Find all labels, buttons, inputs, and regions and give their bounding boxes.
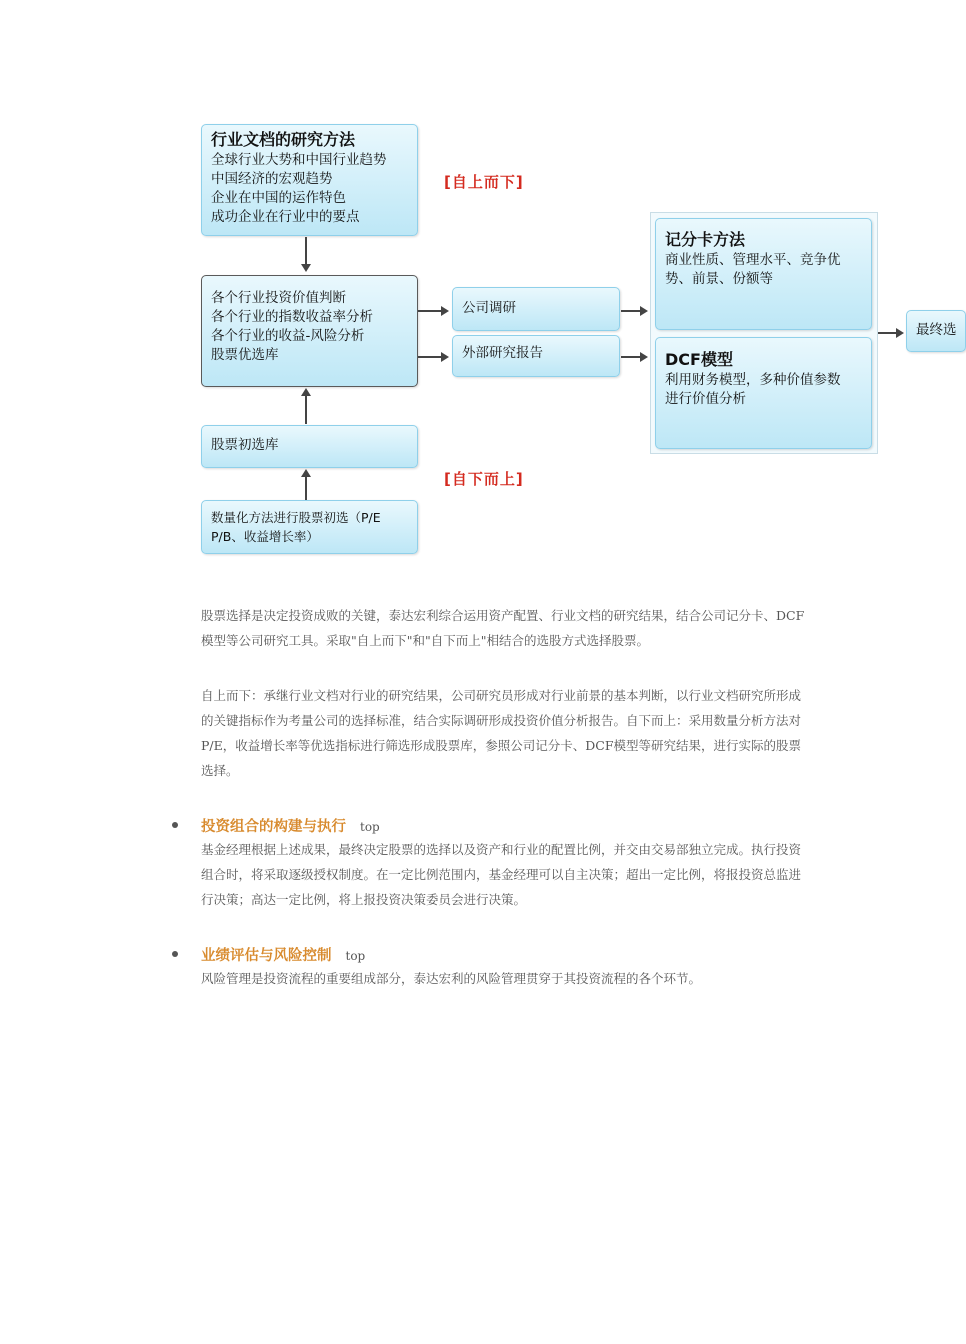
quant-line: P/B、收益增长率） xyxy=(211,529,319,544)
arrow-right-icon xyxy=(441,352,449,362)
intro-paragraph: 股票选择是决定投资成败的关键，泰达宏利综合运用资产配置、行业文档的研究结果，结合公司记分卡、DCF模型等公司研究工具。采取"自上而下"和"自下而上"相结合的选股方式选择股票。 xyxy=(201,608,805,648)
arrow-connector xyxy=(621,310,641,312)
external-report-box xyxy=(452,335,620,377)
arrow-connector xyxy=(305,476,307,500)
analysis-line: 各个行业的指数收益率分析 xyxy=(211,309,373,325)
arrow-right-icon xyxy=(896,328,904,338)
dcf-model-box xyxy=(655,337,872,449)
top-link[interactable]: top xyxy=(345,949,366,963)
arrow-up-icon xyxy=(301,388,311,396)
arrow-up-icon xyxy=(301,469,311,477)
analysis-line: 各个行业投资价值判断 xyxy=(211,290,346,306)
research-method-line: 中国经济的宏观趋势 xyxy=(211,171,333,187)
initial-pool-label: 股票初选库 xyxy=(211,437,279,453)
research-method-title: 行业文档的研究方法 xyxy=(211,130,356,149)
dcf-line: 利用财务模型，多种价值参数 xyxy=(665,372,841,388)
company-research-box xyxy=(452,287,620,331)
scorecard-box xyxy=(655,218,872,330)
arrow-right-icon xyxy=(640,352,648,362)
arrow-right-icon xyxy=(441,306,449,316)
bullet-icon xyxy=(172,822,178,828)
section-title xyxy=(201,944,365,965)
section-body: 风险管理是投资流程的重要组成部分，泰达宏利的风险管理贯穿于其投资流程的各个环节。 xyxy=(201,971,702,986)
scorecard-line: 商业性质、管理水平、竞争优 xyxy=(665,252,841,268)
scorecard-title: 记分卡方法 xyxy=(665,230,746,249)
final-selection-box xyxy=(906,310,966,352)
arrow-connector xyxy=(418,356,442,358)
dcf-title: DCF模型 xyxy=(665,350,733,369)
section-body: 基金经理根据上述成果，最终决定股票的选择以及资产和行业的配置比例，并交由交易部独立完成。执行投资组合时，将采取逐级授权制度。在一定比例范围内，基金经理可以自主决策；超出一定比例，将报投资总监进行决策；高达一定比例，将上报投资决策委员会进行决策。 xyxy=(201,842,802,907)
industry-analysis-box xyxy=(201,275,418,387)
research-method-line: 企业在中国的运作特色 xyxy=(211,190,346,206)
section-title xyxy=(201,815,380,836)
quant-line: 数量化方法进行股票初选（P/E xyxy=(211,510,381,525)
top-link[interactable]: top xyxy=(360,820,380,834)
quant-screening-box xyxy=(201,500,418,554)
arrow-connector xyxy=(418,310,442,312)
arrow-down-icon xyxy=(301,264,311,272)
arrow-connector xyxy=(305,237,307,265)
bullet-icon xyxy=(172,951,178,957)
company-research-label: 公司调研 xyxy=(462,300,516,316)
final-selection-label: 最终选 xyxy=(916,322,957,338)
scorecard-line: 势、前景、份额等 xyxy=(665,271,773,287)
section-heading: 投资组合的构建与执行 xyxy=(201,819,346,835)
arrow-connector xyxy=(621,356,641,358)
arrow-connector xyxy=(305,395,307,424)
analysis-line: 各个行业的收益-风险分析 xyxy=(211,328,365,344)
research-method-box xyxy=(201,124,418,236)
top-down-label: [自上而下] xyxy=(444,173,524,191)
analysis-line: 股票优选库 xyxy=(211,347,279,363)
research-method-line: 全球行业大势和中国行业趋势 xyxy=(211,152,387,168)
section-heading: 业绩评估与风险控制 xyxy=(201,948,332,964)
arrow-connector xyxy=(878,332,897,334)
dcf-line: 进行价值分析 xyxy=(665,391,746,407)
research-method-line: 成功企业在行业中的要点 xyxy=(211,209,360,225)
arrow-right-icon xyxy=(640,306,648,316)
method-paragraph: 自上而下：承继行业文档对行业的研究结果，公司研究员形成对行业前景的基本判断，以行业文档研究所形成的关键指标作为考量公司的选择标准，结合实际调研形成投资价值分析报告。自下而上：采用数量分析方法对P/E，收益增长率等优选指标进行筛选形成股票库，参照公司记分卡、DCF模型等研究结果，进行实际的股票选择。 xyxy=(201,688,802,778)
external-report-label: 外部研究报告 xyxy=(462,345,543,361)
initial-pool-box xyxy=(201,425,418,468)
bottom-up-label: [自下而上] xyxy=(444,470,524,488)
